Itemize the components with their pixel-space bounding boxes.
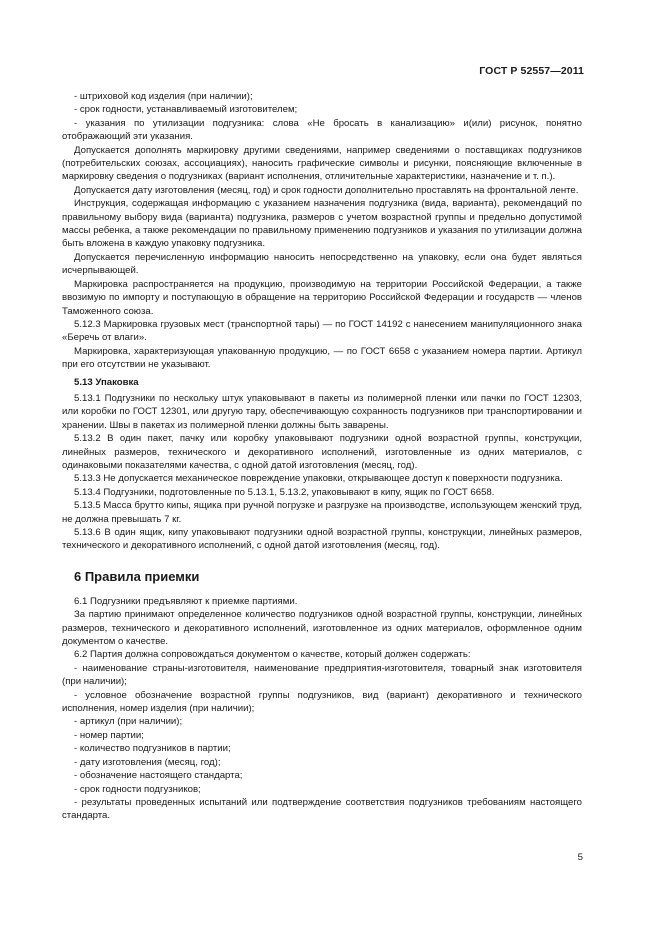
paragraph: 6.2 Партия должна сопровождаться документом о качестве, который должен содержать:	[74, 649, 471, 661]
paragraph: - номер партии;	[74, 729, 144, 741]
paragraph: - результаты проведенных испытаний или подтверждение соответствия подгузников требованиям настоящего стандарта.	[62, 796, 582, 822]
paragraph: 5.13.4 Подгузники, подготовленные по 5.13.1, 5.13.2, упаковывают в кипу, ящик по ГОСТ 6658.	[74, 486, 495, 498]
paragraph: - срок годности, устанавливаемый изготовителем;	[74, 104, 298, 116]
paragraph: За партию принимают определенное количество подгузников одной возрастной группы, конструкции, линейных размеров, технического и декоративного исполнений, изготовленное из одних материалов, оформленное одним документом о качестве.	[62, 609, 582, 648]
paragraph: Инструкция, содержащая информацию с указанием назначения подгузника (вида, варианта), рекомендаций по правильному выбору вида (варианта) подгузника, размеров с учетом возрастной группы и предельно допустимой массы ребенка, а также рекомендации по правильному применению подгузников и указания по утилизации должна быть вложена в каждую упаковку подгузника.	[62, 198, 582, 250]
paragraph: - указания по утилизации подгузника: слова «Не бросать в канализацию» и(или) рисунок, понятно отображающий эти указания.	[62, 117, 582, 143]
paragraph: 5.12.3 Маркировка грузовых мест (транспортной тары) — по ГОСТ 14192 с нанесением манипуляционного знака «Беречь от влаги».	[62, 318, 582, 344]
paragraph: Допускается дополнять маркировку другими сведениями, например сведениями о поставщиках подгузников (потребительских союзах, ассоциациях), наносить графические символы и рисунки, поясняющие включенные в маркировку сведения о подгузниках (вариант исполнения, отличительные характеристики, назначение и т. п.).	[62, 144, 582, 183]
paragraph: - срок годности подгузников;	[74, 783, 201, 795]
paragraph: - дату изготовления (месяц, год);	[74, 756, 221, 768]
document-body	[62, 90, 582, 823]
paragraph: 6.1 Подгузники предъявляют к приемке партиями.	[74, 595, 298, 607]
paragraph: Маркировка, характеризующая упакованную продукцию, — по ГОСТ 6658 с указанием номера партии. Артикул при его отсутствии не указывают.	[62, 345, 582, 371]
paragraph: - условное обозначение возрастной группы подгузников, вид (вариант) декоративного и технического исполнения, номер изделия (при наличии);	[62, 689, 582, 715]
paragraph: - наименование страны-изготовителя, наименование предприятия-изготовителя, товарный знак изготовителя (при наличии);	[62, 662, 582, 688]
paragraph: 5.13.1 Подгузники по нескольку штук упаковывают в пакеты из полимерной пленки или пачки по ГОСТ 12303, или коробки по ГОСТ 12301, или другую тару, обеспечивающую сохранность подгузников при транспортировании и хранении. Швы в пакетах из полимерной пленки должны быть заварены.	[62, 392, 582, 431]
paragraph: - артикул (при наличии);	[74, 716, 183, 728]
chapter-heading: 6 Правила приемки	[74, 568, 200, 584]
paragraph: - штриховой код изделия (при наличии);	[74, 91, 253, 102]
paragraph: 5.13.5 Масса брутто кипы, ящика при ручной погрузке и разгрузке на производстве, использующем женский труд, не должна превышать 7 кг.	[62, 500, 582, 525]
paragraph: Допускается дату изготовления (месяц, год) и срок годности дополнительно проставлять на фронтальной ленте.	[74, 184, 579, 196]
paragraph: Маркировка распространяется на продукцию, производимую на территории Российской Федерации, а также ввозимую по импорту и поступающую в обращение на территорию Российской Федерации и государств — членов Таможенного союза.	[62, 278, 582, 317]
paragraph: 5.13.2 В один пакет, пачку или коробку упаковывают подгузники одной возрастной группы, конструкции, линейных размеров, технического и декоративного исполнений, изготовленные из одних материалов, с одинаковыми показателями качества, с одной датой изготовления (месяц, год).	[62, 433, 582, 471]
paragraph: 5.13.3 Не допускается механическое повреждение упаковки, открывающее доступ к поверхности подгузника.	[74, 473, 563, 485]
paragraph: - количество подгузников в партии;	[74, 743, 231, 755]
page-number: 5	[577, 852, 583, 863]
paragraph: - обозначение настоящего стандарта;	[74, 770, 243, 782]
paragraph: 5.13.6 В один ящик, кипу упаковывают подгузники одной возрастной группы, конструкции, линейных размеров, технического и декоративного исполнений, с одной датой изготовления (месяц, год).	[62, 527, 582, 552]
document-header: ГОСТ Р 52557—2011	[479, 65, 584, 77]
paragraph: Допускается перечисленную информацию наносить непосредственно на упаковку, если она будет являться исчерпывающей.	[62, 251, 582, 277]
section-heading: 5.13 Упаковка	[74, 376, 139, 388]
